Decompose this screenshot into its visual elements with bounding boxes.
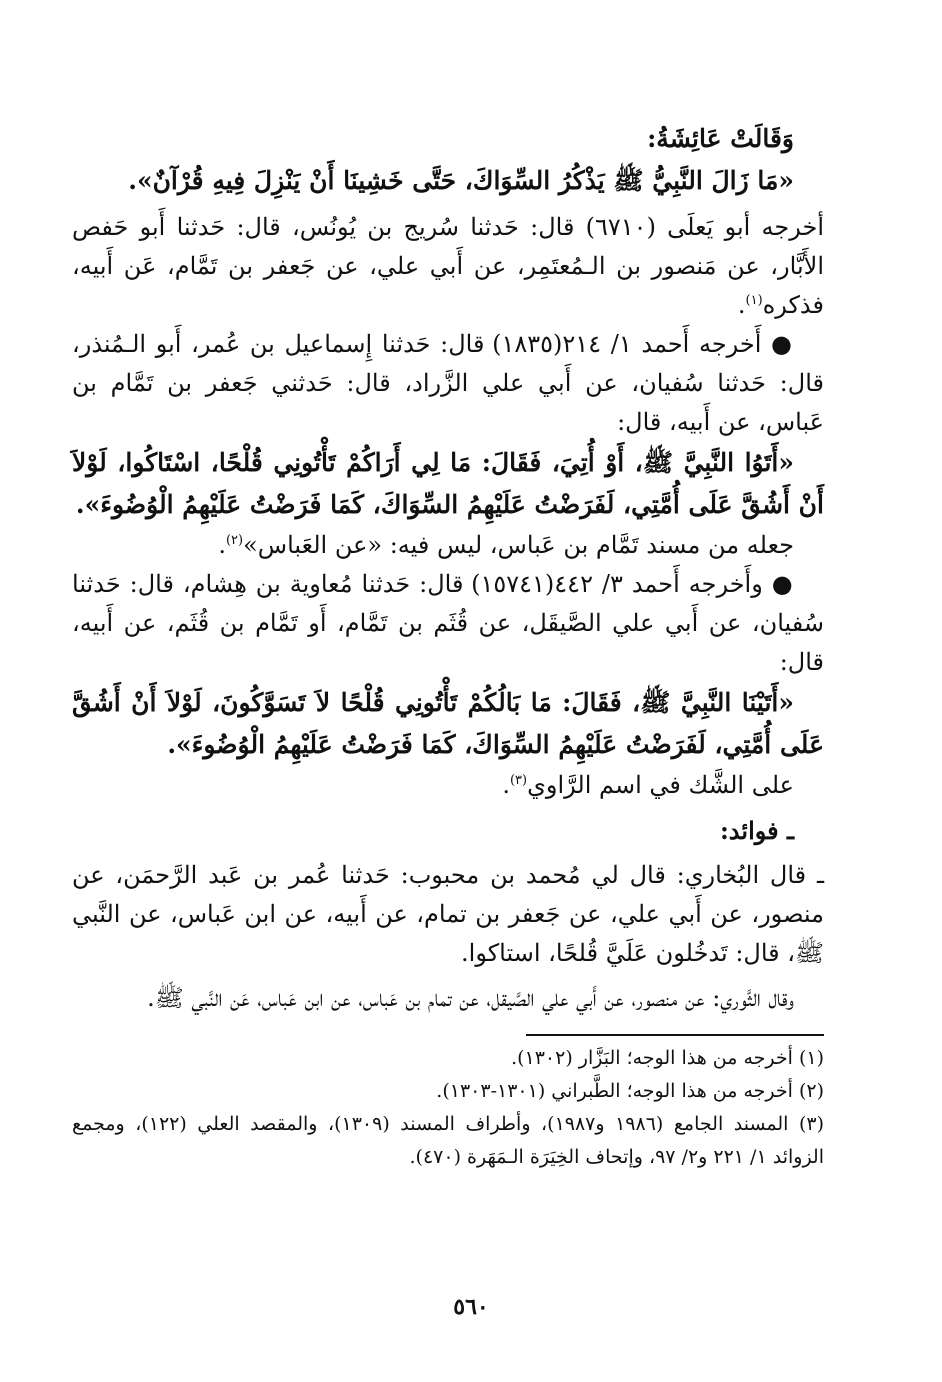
hadith-text: «مَا زَالَ النَّبِيُّ ﷺ يَذْكُرُ السِّوَاكَ، حَتَّى خَشِينَا أَنْ يَنْزِلَ فِيهِ قُرْآنٌ». — [128, 166, 794, 195]
paragraph: وقال الثَّوري: عن منصور، عن أَبي علي الصَّيقل، عن تمام بن عَباس، عن ابن عَباس، عَن النَّبي ﷺ. — [147, 984, 794, 1012]
footnote-divider — [526, 1034, 824, 1036]
hadith-text: «أَتَيْنَا النَّبِيَّ ﷺ، فَقَالَ: مَا بَالُكُمْ تَأْتُونِي قُلْحًا لاَ تَسَوَّكُونَ، لَوْلاَ أَنْ أَشُقَّ عَلَى أُمَّتِي، لَفَرَضْتُ عَلَيْهِمُ السِّوَاكَ، كَمَا فَرَضْتُ عَلَيْهِمُ الْوُضُوءَ». — [72, 688, 824, 759]
paragraph: ● وأَخرجه أَحمد ٣/ ٤٤٢(١٥٧٤١) قال: حَدثنا مُعاوية بن هِشام، قال: حَدثنا سُفيان، عن أَبي علي الصَّيقَل، عن قُثَم بن تَمَّام، أَو تَمَّام بن قُثَم، عن أَبيه، قال: — [72, 570, 824, 676]
paragraph: جعله من مسند تَمَّام بن عَباس، ليس فيه: «عن العَباس»$^{(٢)}$. — [218, 531, 794, 559]
main-text — [72, 118, 824, 1018]
paragraph: وَقَالَتْ عَائِشَةُ: — [647, 124, 794, 153]
hadith-text: «أَتَوُا النَّبِيَّ ﷺ، أَوْ أُتِيَ، فَقَالَ: مَا لِي أَرَاكُمْ تَأْتُونِي قُلْحًا، اسْتَاكُوا، لَوْلاَ أَنْ أَشُقَّ عَلَى أُمَّتِي، لَفَرَضْتُ عَلَيْهِمُ السِّوَاكَ، كَمَا فَرَضْتُ عَلَيْهِمُ الْوُضُوءَ». — [72, 448, 824, 519]
paragraph: ● أَخرجه أَحمد ١/ ٢١٤(١٨٣٥) قال: حَدثنا إِسماعيل بن عُمر، أَبو الـمُنذر، قال: حَدثنا سُفيان، عن أَبي علي الزَّراد، قال: حَدثني جَعفر بن تَمَّام بن عَباس، عن أَبيه، قال: — [72, 330, 824, 436]
paragraph: على الشَّك في اسم الرَّاوي$^{(٣)}$. — [502, 771, 794, 799]
page-number: ٥٦٠ — [453, 1294, 489, 1320]
paragraph: أخرجه أبو يَعلَى (٦٧١٠) قال: حَدثنا سُريج بن يُونُس، قال: حَدثنا أَبو حَفص الأَبَّار، عن مَنصور بن الـمُعتَمِر، عن أَبي علي، عن جَعفر بن تَمَّام، عَن أَبيه، فذكره$^{(١)}$. — [72, 213, 824, 319]
footnote-ref[interactable]: (٢) — [225, 533, 244, 548]
footnotes — [72, 1042, 824, 1174]
footnote: (٢) أخرجه من هذا الوجه؛ الطَّبراني (١٣٠١-١٣٠٣). — [436, 1080, 824, 1102]
paragraph: ـ قال البُخاري: قال لي مُحمد بن محبوب: حَدثنا عُمر بن عَبد الرَّحمَن، عن منصور، عن أَبي علي، عن جَعفر بن تمام، عن أَبيه، عن ابن عَباس، عن النَّبي ﷺ، قال: تَدخُلون عَلَيَّ قُلحًا، استاكوا. — [72, 861, 824, 967]
footnote-ref[interactable]: (٣) — [509, 773, 528, 788]
footnote-ref[interactable]: (١) — [745, 293, 763, 308]
section-heading: ـ فوائد: — [719, 816, 794, 845]
footnote: (١) أخرجه من هذا الوجه؛ البَزَّار (١٣٠٢). — [511, 1047, 824, 1069]
footnote: (٣) المسند الجامع (١٩٨٦ و١٩٨٧)، وأطراف المسند (١٣٠٩)، والمقصد العلي (١٢٢)، ومجمع الزوائد ١/ ٢٢١ و٢/ ٩٧، وإتحاف الخِيَرَة الـمَهَرة (٤٧٠). — [72, 1113, 824, 1168]
